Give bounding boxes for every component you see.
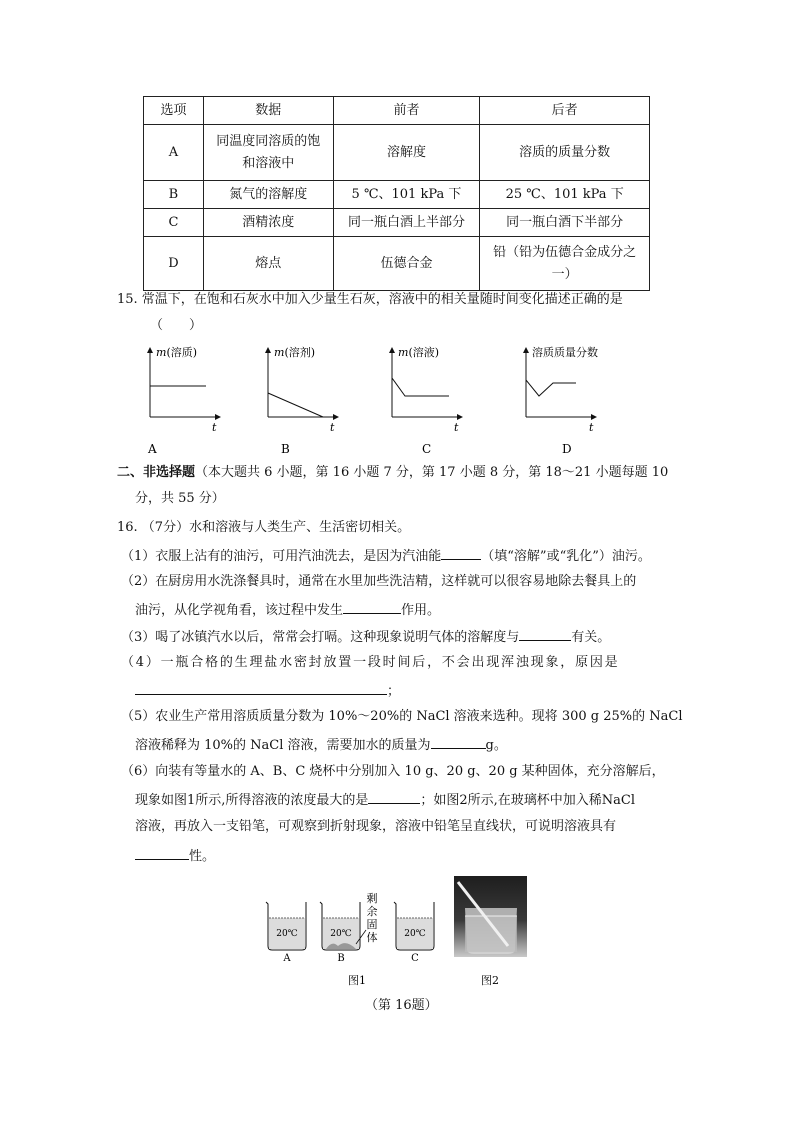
residue-char: 固 — [366, 918, 378, 931]
q16-part5-cont — [135, 734, 507, 756]
y-axis-label: (溶质) — [166, 346, 198, 359]
beaker-b — [320, 902, 366, 964]
beaker-label: C — [411, 953, 419, 964]
beaker-a — [266, 902, 306, 964]
q15-stem: 15. 常温下，在饱和石灰水中加入少量生石灰，溶液中的相关量随时间变化描述正确的是 — [117, 292, 623, 307]
table-cell: 熔点 — [203, 237, 333, 291]
residue-char: 体 — [366, 931, 378, 944]
section2-line2: 分，共 55 分） — [135, 491, 225, 506]
answer-blank[interactable] — [135, 845, 189, 860]
answer-blank[interactable] — [441, 545, 481, 560]
beaker-label: B — [337, 953, 345, 964]
text: ；如图2所示,在玻璃杯中加入稀NaCl — [420, 793, 636, 808]
table-header-cell: 数据 — [203, 97, 333, 125]
x-axis-label: t — [454, 421, 459, 434]
text: 现象如图1所示,所得溶液的浓度最大的是 — [135, 793, 369, 808]
table-cell: 溶解度 — [333, 125, 480, 181]
answer-blank[interactable] — [431, 734, 486, 749]
table-cell: C — [144, 209, 204, 237]
q16-part1 — [121, 545, 651, 567]
table-header-cell: 前者 — [333, 97, 480, 125]
cell-line: 一） — [551, 266, 578, 282]
graph-c-curve — [392, 378, 449, 396]
cell-line: 铅（铅为伍德合金成分之 — [493, 244, 637, 260]
q16-part5: （5）农业生产常用溶质质量分数为 10%～20%的 NaCl 溶液来选种。现将 300 g 25%的 NaCl — [121, 709, 683, 724]
figure-caption: （第 16题） — [365, 998, 438, 1013]
text: （1）衣服上沾有的油污，可用汽油洗去，是因为汽油能 — [121, 549, 442, 564]
table-header-cell: 后者 — [480, 97, 650, 125]
table-cell: 同一瓶白酒上半部分 — [333, 209, 480, 237]
x-axis-label: t — [589, 421, 594, 434]
text: 有关。 — [571, 630, 611, 645]
y-axis-label: 溶质质量分数 — [532, 346, 598, 359]
option-label: A — [148, 442, 157, 456]
residue-char: 剩 — [366, 892, 378, 905]
table-cell — [480, 237, 650, 291]
svg-text:m(溶剂) — [274, 345, 315, 359]
text: 作用。 — [401, 603, 441, 618]
answer-blank[interactable] — [519, 626, 571, 641]
graph-d — [526, 345, 598, 456]
answer-blank[interactable] — [368, 789, 420, 804]
table-header-row — [144, 97, 650, 125]
x-axis-label: t — [330, 421, 335, 434]
q16-part6-cont1 — [135, 789, 635, 811]
table-cell — [203, 125, 333, 181]
options-table — [143, 96, 650, 291]
text: （4）一瓶合格的生理盐水密封放置一段时间后，不会出现浑浊现象，原因是 — [121, 655, 620, 670]
table-cell: 5 ℃、101 kPa 下 — [333, 181, 480, 209]
beaker-label: A — [283, 953, 291, 964]
fig1-label: 图1 — [348, 974, 366, 987]
y-axis-label: (溶液) — [408, 346, 440, 359]
section-desc: （本大题共 6 小题，第 16 小题 7 分，第 17 小题 8 分，第 18～21 小题每题 10 — [195, 465, 669, 480]
y-axis-label-m: m — [398, 346, 409, 359]
text: 性。 — [189, 849, 216, 864]
table-cell: A — [144, 125, 204, 181]
table-cell: 25 ℃、101 kPa 下 — [480, 181, 650, 209]
option-label: B — [281, 442, 290, 456]
solution — [465, 916, 517, 952]
svg-text:溶质质量分数 — [532, 345, 598, 359]
table-row — [144, 125, 650, 181]
answer-blank[interactable] — [343, 599, 401, 614]
section-title: 二、非选择题 — [117, 465, 196, 480]
graph-d-curve — [526, 380, 576, 396]
table-cell: 氮气的溶解度 — [203, 181, 333, 209]
graph-a — [147, 345, 220, 456]
q15-graphs — [140, 342, 620, 460]
graph-b — [268, 345, 338, 456]
x-axis-label: t — [212, 421, 217, 434]
option-label: C — [422, 442, 432, 456]
q16-part6: （6）向装有等量水的 A、B、C 烧杯中分别加入 10 g、20 g、20 g 某种固体，充分溶解后， — [121, 764, 665, 779]
table-header-cell: 选项 — [144, 97, 204, 125]
table-cell: 溶质的质量分数 — [480, 125, 650, 181]
y-axis-label-m: m — [274, 346, 285, 359]
svg-text:m(溶液) — [398, 345, 439, 359]
table-cell: B — [144, 181, 204, 209]
q16-part4 — [121, 653, 673, 673]
text: 油污，从化学视角看，该过程中发生 — [135, 603, 344, 618]
answer-blank[interactable] — [135, 680, 387, 695]
table-row — [144, 181, 650, 209]
option-label: D — [562, 442, 572, 456]
q16-part3 — [121, 626, 610, 648]
table-cell: 酒精浓度 — [203, 209, 333, 237]
y-axis-label: (溶剂) — [284, 346, 316, 359]
text: 溶液稀释为 10%的 NaCl 溶液，需要加水的质量为 — [135, 738, 431, 753]
residue-label — [367, 891, 378, 944]
fig2-label: 图2 — [481, 974, 499, 987]
q16-part6-cont2: 溶液，再放入一支铅笔，可观察到折射现象，溶液中铅笔呈直线状，可说明溶液具有 — [135, 819, 617, 834]
section2-line1 — [117, 463, 668, 483]
glass-pencil-photo — [454, 876, 527, 957]
beaker-temp: 20℃ — [330, 929, 352, 939]
cell-line: 和溶液中 — [242, 155, 295, 171]
text: （3）喝了冰镇汽水以后，常常会打嗝。这种现象说明气体的溶解度与 — [121, 630, 520, 645]
y-axis-label-m: m — [156, 346, 167, 359]
beaker-c — [394, 902, 434, 964]
beaker-temp: 20℃ — [276, 929, 298, 939]
beaker-temp: 20℃ — [404, 929, 426, 939]
text: ； — [387, 684, 401, 699]
text: （填“溶解”或“乳化”）油污。 — [481, 549, 651, 564]
q16-part2: （2）在厨房用水洗涤餐具时，通常在水里加些洗洁精，这样就可以很容易地除去餐具上的 — [121, 574, 637, 589]
graph-b-curve — [268, 393, 323, 417]
residue-char: 余 — [366, 905, 378, 918]
q15-answer-bracket: （ ） — [150, 318, 203, 333]
table-row — [144, 209, 650, 237]
cell-line: 同温度同溶质的饱 — [216, 133, 321, 149]
q16-stem: 16. （7分）水和溶液与人类生产、生活密切相关。 — [117, 520, 411, 535]
table-row — [144, 237, 650, 291]
q16-part2-cont — [135, 599, 440, 621]
svg-text:m(溶质) — [156, 345, 197, 359]
q16-part6-cont3 — [135, 845, 215, 867]
table-cell: D — [144, 237, 204, 291]
q16-part4-cont — [135, 680, 400, 702]
text: g。 — [485, 738, 507, 753]
table-cell: 同一瓶白酒下半部分 — [480, 209, 650, 237]
table-cell: 伍德合金 — [333, 237, 480, 291]
graph-c — [392, 345, 462, 456]
